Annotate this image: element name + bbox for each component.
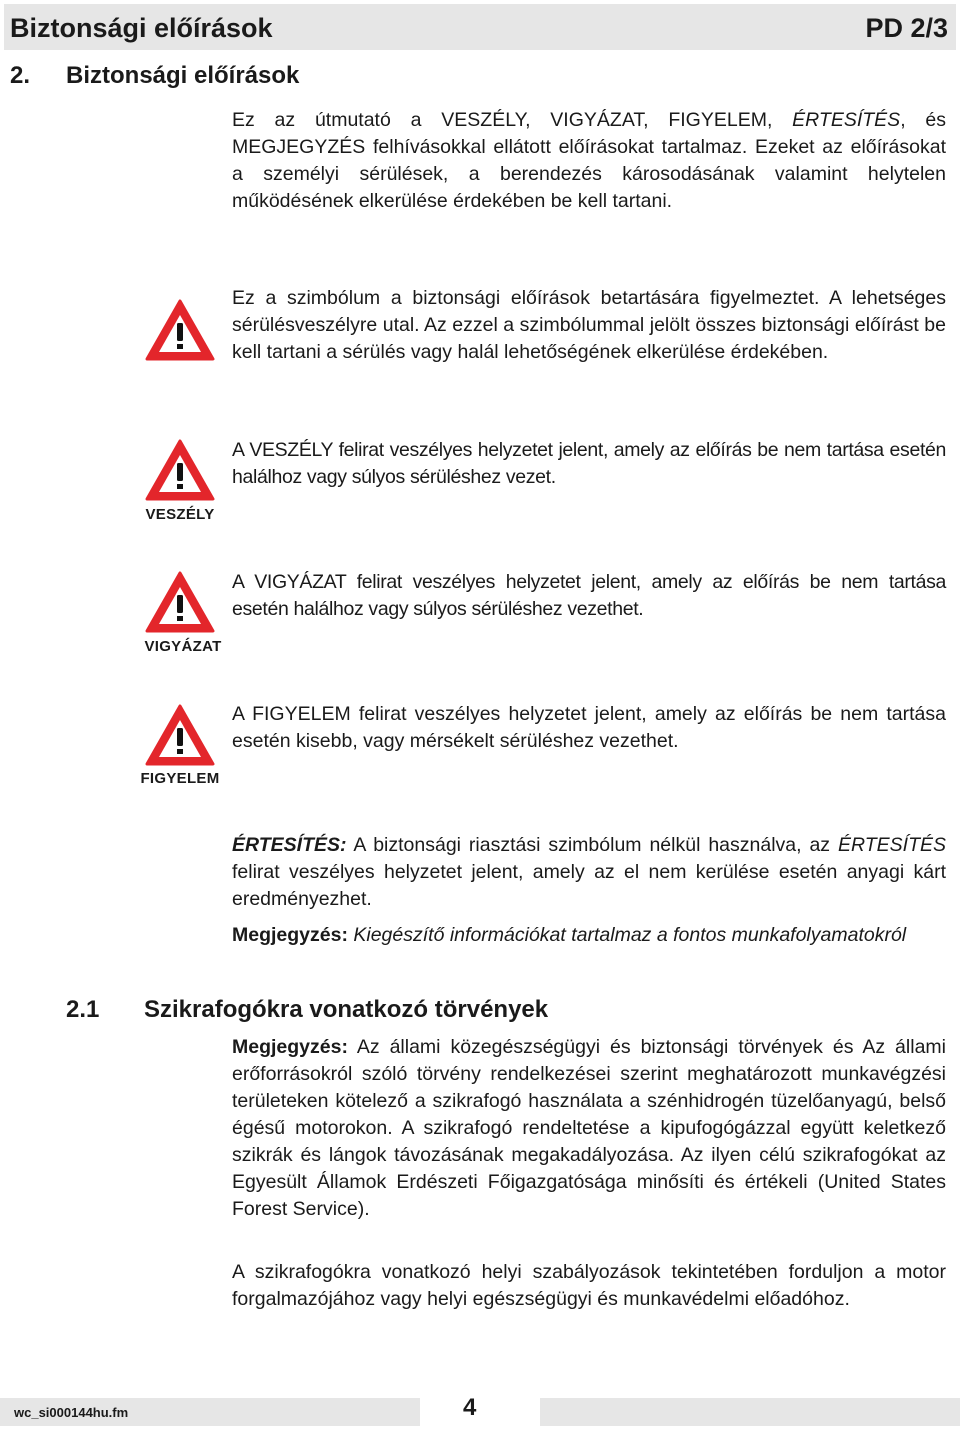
warning-alert-icon bbox=[144, 570, 216, 634]
section-title-2-1: Szikrafogókra vonatkozó törvények bbox=[144, 996, 549, 1023]
warning-text: A VIGYÁZAT felirat veszélyes helyzetet jelent, amely az előírás be nem tartása esetén halálhoz vagy súlyos sérüléshez vezethet. bbox=[232, 571, 946, 620]
footer-right-bar bbox=[540, 1398, 960, 1426]
notice-paragraph: ÉRTESÍTÉS: A biztonsági riasztási szimbólum nélkül használva, az ÉRTESÍTÉS felirat veszélyes helyzetet jelent, amely az el nem kerülése esetén anyagi kárt eredményezhet. bbox=[232, 834, 946, 910]
warning-label: VIGYÁZAT bbox=[144, 638, 222, 655]
local-regulations-text: A szikrafogókra vonatkozó helyi szabályozások tekintetében forduljon a motor forgalmazójához vagy helyi egészségügyi és munkavédelmi előadóhoz. bbox=[232, 1261, 946, 1310]
footer-filename: wc_si000144hu.fm bbox=[14, 1405, 129, 1420]
danger-alert-icon bbox=[144, 438, 216, 502]
alert-symbol-text: Ez a szimbólum a biztonsági előírások betartására figyelmeztet. A lehetséges sérülésveszélyre utal. Az ezzel a szimbólummal jelölt összes biztonsági előírást be kell tartani a sérülés vagy halál lehetőségének elkerülése érdekében. bbox=[232, 287, 946, 363]
caution-label: FIGYELEM bbox=[140, 770, 220, 787]
section-title: Biztonsági előírások bbox=[66, 62, 300, 89]
section-number-2-1: 2.1 bbox=[66, 996, 100, 1023]
note-paragraph: Megjegyzés: Kiegészítő információkat tartalmaz a fontos munkafolyamatokról bbox=[232, 924, 907, 946]
intro-paragraph: Ez az útmutató a VESZÉLY, VIGYÁZAT, FIGYELEM, ÉRTESÍTÉS, és MEGJEGYZÉS felhívásokkal ellátott előírásokat tartalmaz. Ezeket az előírásokat a személyi sérülések, a berendezés károsodásának valamint helytelen működésének elkerülése érdekében be kell tartani. bbox=[232, 109, 946, 212]
danger-text: A VESZÉLY felirat veszélyes helyzetet jelent, amely az előírás be nem tartása esetén halálhoz vagy súlyos sérüléshez vezet. bbox=[232, 439, 946, 488]
danger-label: VESZÉLY bbox=[145, 506, 215, 523]
safety-alert-icon bbox=[144, 298, 216, 362]
header-title: Biztonsági előírások bbox=[10, 13, 273, 43]
section-number: 2. bbox=[10, 62, 31, 89]
caution-text: A FIGYELEM felirat veszélyes helyzetet jelent, amely az előírás be nem tartása esetén kisebb, vagy mérsékelt sérüléshez vezethet. bbox=[232, 703, 946, 752]
spark-arrester-note: Megjegyzés: Az állami közegészségügyi és biztonsági törvények és Az állami erőforrásokról szóló törvény rendelkezései szerint meghatározott munkavégzési területeken kötelező a szikrafogó használata a szénhidrogén tüzelőanyagú, belső égésű motorokon. A szikrafogó rendeltetése a kipufogógázzal együtt keletkező szikrák és lángok távozásának megakadályozása. Az ilyen célú szikrafogókat az Egyesült Államok Erdészeti Főigazgatósága minősíti és értékeli (United States Forest Service). bbox=[232, 1036, 946, 1220]
page-number: 4 bbox=[463, 1394, 477, 1421]
header-page-code: PD 2/3 bbox=[865, 13, 948, 43]
caution-alert-icon bbox=[144, 703, 216, 767]
